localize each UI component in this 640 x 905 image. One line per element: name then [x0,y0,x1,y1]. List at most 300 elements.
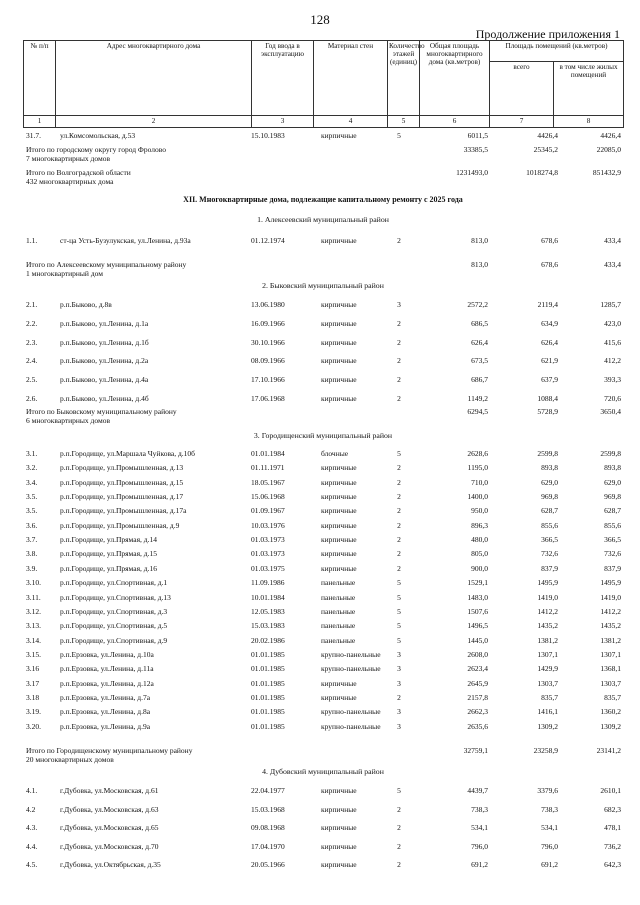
total-living: 851432,9 [592,168,621,177]
row-year: 17.06.1968 [251,394,285,403]
row-wall: кирпичные [321,841,357,851]
total-all: 5728,9 [537,407,558,416]
row-address: г.Дубовка, ул.Московская, д.65 [60,823,159,833]
row-area: 1507,6 [467,606,488,616]
row-all: 678,6 [541,236,558,245]
row-all: 835,7 [541,692,558,702]
row-area: 686,7 [471,375,488,385]
row-num: 4.2 [26,804,36,814]
row-address: р.п.Ерзовка, ул.Ленина, д.7а [60,692,151,702]
row-num: 3.9. [26,563,38,573]
row-wall: панельные [321,592,356,602]
row-area: 2635,6 [467,721,488,731]
row-address: р.п.Ерзовка, ул.Ленина, д.12а [60,678,154,688]
row-living: 393,3 [604,375,621,385]
row-address: р.п.Быково, ул.Ленина, д.1б [60,337,149,347]
row-floors: 2 [397,506,401,516]
row-all: 1381,2 [537,635,558,645]
row-year: 17.10.1966 [251,375,285,385]
row-num: 3.1. [26,449,38,458]
row-area: 2645,9 [467,678,488,688]
row-area: 805,0 [471,549,488,559]
total-area: 33385,5 [463,145,488,154]
row-all: 634,9 [541,318,558,328]
row-all: 1435,2 [537,621,558,631]
row-living: 1419,0 [600,592,621,602]
section-title: XII. Многоквартирные дома, подлежащие капитальному ремонту с 2025 года [183,195,463,204]
row-living: 1368,1 [600,664,621,674]
row-num: 3.12. [26,606,41,616]
row-area: 1400,0 [467,492,488,502]
row-all: 629,0 [541,477,558,487]
continuation-label: Продолжение приложения 1 [475,27,620,41]
row-address: р.п.Городище, ул.Промышленная, д.17 [60,492,184,502]
row-living: 682,3 [604,804,621,814]
row-area: 673,5 [471,356,488,366]
row-floors: 5 [397,606,401,616]
row-address: р.п.Быково, ул.Ленина, д.2а [60,356,149,366]
row-area: 2157,8 [467,692,488,702]
row-all: 691,2 [541,860,558,870]
row-wall: кирпичные [321,823,357,833]
header-floors: Количество этажей (единиц) [388,41,420,116]
row-all: 796,0 [541,841,558,851]
total-all: 25345,2 [533,145,558,154]
row-wall: кирпичные [321,563,357,573]
row-wall: кирпичные [321,477,357,487]
row-address: ст-ца Усть-Бузулукская, ул.Ленина, д.93а [60,236,191,245]
row-living: 736,2 [604,841,621,851]
row-all: 893,8 [541,463,558,473]
row-floors: 2 [397,804,401,814]
col-number: 4 [314,116,388,128]
row-address: р.п.Городище, ул.Спортивная, д.3 [60,606,168,616]
row-all: 3379,6 [537,786,558,795]
total-frolovo-count: 7 многоквартирных домов [26,154,111,163]
row-address: р.п.Ерзовка, ул.Ленина, д.8а [60,707,151,717]
row-address: р.п.Быково, ул.Ленина, д.4а [60,375,149,385]
row-address: р.п.Ерзовка, ул.Ленина, д.11а [60,664,154,674]
row-wall: кирпичные [321,506,357,516]
row-wall: кирпичные [321,356,357,366]
row-area: 950,0 [471,506,488,516]
district-total-label: Итого по Городищенскому муниципальному району [26,746,193,755]
row-year: 15.06.1968 [251,492,285,502]
row-all: 1416,1 [537,707,558,717]
col-number: 1 [24,116,56,128]
row-address: р.п.Городище, ул.Спортивная, д.9 [60,635,168,645]
district-title: 2. Быковский муниципальный район [262,281,384,290]
row-living: 969,8 [604,492,621,502]
row-area: 2628,6 [467,449,488,458]
row-num: 2.2. [26,318,38,328]
row-wall: кирпичные [321,692,357,702]
header-premises: Площадь помещений (кв.метров) [490,41,624,62]
row-living: 2610,1 [600,786,621,795]
col-number: 8 [554,116,624,128]
district-total-count: 1 многоквартирный дом [26,269,103,278]
row-address: г.Дубовка, ул.Московская, д.70 [60,841,159,851]
row-year: 13.06.1980 [251,300,285,309]
total-all: 23258,9 [533,746,558,755]
row-year: 01.03.1973 [251,535,285,545]
row-address: г.Дубовка, ул.Октябрьская, д.35 [60,860,161,870]
row-wall: кирпичные [321,131,357,140]
district-total-count: 20 многоквартирных домов [26,755,114,764]
row-living: 732,6 [604,549,621,559]
row-area: 691,2 [471,860,488,870]
row-all: 969,8 [541,492,558,502]
total-living: 23141,2 [596,746,621,755]
page-number: 128 [310,12,330,27]
row-wall: кирпичные [321,394,357,403]
row-wall: кирпичные [321,375,357,385]
row-living: 366,5 [604,535,621,545]
row-living: 1495,9 [600,578,621,588]
row-area: 1496,5 [467,621,488,631]
row-area: 534,1 [471,823,488,833]
row-year: 10.03.1976 [251,520,285,530]
row-living: 855,6 [604,520,621,530]
row-num: 3.5. [26,506,38,516]
header-total-area: Общая площадь многоквартирного дома (кв.метров) [420,41,490,116]
row-wall: панельные [321,635,356,645]
row-address: р.п.Городище, ул.Промышленная, д.9 [60,520,180,530]
row-year: 15.03.1983 [251,621,285,631]
col-number: 7 [490,116,554,128]
total-all: 678,6 [541,260,558,269]
row-wall: крупно-панельные [321,707,381,717]
row-year: 20.05.1966 [251,860,285,870]
row-num: 3.17 [26,678,40,688]
row-area: 896,3 [471,520,488,530]
row-year: 16.09.1966 [251,318,285,328]
row-area: 480,0 [471,535,488,545]
row-floors: 3 [397,707,401,717]
row-living: 1309,2 [600,721,621,731]
row-floors: 5 [397,635,401,645]
row-area: 900,0 [471,563,488,573]
header-num: № п/п [24,41,56,116]
row-address: р.п.Городище, ул.Спортивная, д.13 [60,592,171,602]
row-floors: 5 [397,449,401,458]
row-floors: 2 [397,477,401,487]
row-year: 01.03.1975 [251,563,285,573]
row-all: 837,9 [541,563,558,573]
row-wall: кирпичные [321,318,357,328]
row-living: 433,4 [604,236,621,245]
row-area: 1529,1 [467,578,488,588]
row-wall: блочные [321,449,349,458]
row-all: 1309,2 [537,721,558,731]
row-living: 478,1 [604,823,621,833]
header-all: всего [490,62,554,116]
row-area: 1445,0 [467,635,488,645]
row-wall: кирпичные [321,549,357,559]
row-year: 15.03.1968 [251,804,285,814]
row-year: 12.05.1983 [251,606,285,616]
total-region-count: 432 многоквартирных дома [26,177,114,186]
row-address: р.п.Городище, ул.Прямая, д.15 [60,549,157,559]
total-area: 813,0 [471,260,488,269]
col-number: 5 [388,116,420,128]
row-year: 22.04.1977 [251,786,285,795]
row-num: 2.4. [26,356,38,366]
row-area: 1195,0 [467,463,488,473]
col-number: 6 [420,116,490,128]
row-address: р.п.Городище, ул.Промышленная, д.15 [60,477,184,487]
row-all: 1307,1 [537,649,558,659]
row-floors: 5 [397,578,401,588]
row-year: 09.08.1968 [251,823,285,833]
total-frolovo-label: Итого по городскому округу город Фролово [26,145,166,154]
row-num: 3.15. [26,649,41,659]
row-living: 4426,4 [600,131,621,140]
row-num: 4.5. [26,860,38,870]
row-area: 796,0 [471,841,488,851]
row-living: 1285,7 [600,300,621,309]
row-num: 3.8. [26,549,38,559]
row-year: 01.01.1985 [251,721,285,731]
row-living: 720,6 [604,394,621,403]
row-wall: крупно-панельные [321,649,381,659]
row-address: р.п.Городище, ул.Спортивная, д.1 [60,578,168,588]
row-address: р.п.Городище, ул.Прямая, д.16 [60,563,157,573]
row-area: 626,4 [471,337,488,347]
row-address: р.п.Городище, ул.Маршала Чуйкова, д.10б [60,449,195,458]
row-floors: 2 [397,563,401,573]
row-living: 1360,2 [600,707,621,717]
row-year: 01.01.1984 [251,449,285,458]
row-num: 3.11. [26,592,41,602]
row-living: 2599,8 [600,449,621,458]
row-num: 2.1. [26,300,38,309]
row-area: 2662,3 [467,707,488,717]
row-address: р.п.Ерзовка, ул.Ленина, д.9а [60,721,151,731]
row-all: 1303,7 [537,678,558,688]
header-residential: в том числе жилых помещений [554,62,624,116]
row-floors: 3 [397,649,401,659]
header-numbers-row [24,116,624,128]
row-num: 3.4. [26,477,38,487]
row-wall: кирпичные [321,236,357,245]
row-wall: панельные [321,621,356,631]
row-address: р.п.Городище, ул.Спортивная, д.5 [60,621,168,631]
row-all: 1419,0 [537,592,558,602]
row-floors: 2 [397,535,401,545]
row-wall: кирпичные [321,535,357,545]
row-all: 1429,9 [537,664,558,674]
row-living: 642,3 [604,860,621,870]
row-floors: 5 [397,131,401,140]
row-num: 3.19. [26,707,41,717]
row-wall: кирпичные [321,492,357,502]
row-floors: 5 [397,621,401,631]
row-address: ул.Комсомольская, д.53 [60,131,136,140]
row-year: 01.12.1974 [251,236,285,245]
row-address: р.п.Быково, ул.Ленина, д.1а [60,318,149,328]
row-floors: 2 [397,356,401,366]
row-wall: кирпичные [321,678,357,688]
col-number: 3 [252,116,314,128]
row-num: 3.5. [26,492,38,502]
district-title: 4. Дубовский муниципальный район [262,767,384,776]
row-all: 621,9 [541,356,558,366]
col-number: 2 [56,116,252,128]
row-floors: 3 [397,721,401,731]
district-total-label: Итого по Быковскому муниципальному району [26,407,177,416]
row-all: 1088,4 [537,394,558,403]
row-area: 2572,2 [467,300,488,309]
header-address: Адрес многоквартирного дома [56,41,252,116]
district-total-label: Итого по Алексеевскому муниципальному району [26,260,187,269]
row-wall: кирпичные [321,300,357,309]
row-floors: 2 [397,492,401,502]
total-all: 1018274,8 [526,168,558,177]
row-year: 30.10.1966 [251,337,285,347]
total-living: 22085,0 [596,145,621,154]
row-year: 01.03.1973 [251,549,285,559]
row-address: г.Дубовка, ул.Московская, д.63 [60,804,159,814]
row-address: р.п.Быково, ул.Ленина, д.4б [60,394,149,403]
row-wall: крупно-панельные [321,664,381,674]
row-year: 01.01.1985 [251,664,285,674]
row-year: 01.09.1967 [251,506,285,516]
row-address: р.п.Быково, д.8в [60,300,112,309]
row-all: 2599,8 [537,449,558,458]
row-area: 686,5 [471,318,488,328]
row-floors: 5 [397,592,401,602]
row-address: р.п.Городище, ул.Промышленная, д.17а [60,506,187,516]
row-living: 1303,7 [600,678,621,688]
row-wall: кирпичные [321,463,357,473]
row-all: 534,1 [541,823,558,833]
row-num: 3.7. [26,535,38,545]
row-area: 738,3 [471,804,488,814]
row-area: 813,0 [471,236,488,245]
row-all: 1495,9 [537,578,558,588]
row-year: 11.09.1986 [251,578,285,588]
total-area: 32759,1 [463,746,488,755]
row-all: 1412,2 [537,606,558,616]
row-floors: 2 [397,463,401,473]
row-floors: 2 [397,549,401,559]
row-address: г.Дубовка, ул.Московская, д.61 [60,786,159,795]
row-num: 3.14. [26,635,41,645]
row-wall: кирпичные [321,337,357,347]
row-area: 6011,5 [467,131,488,140]
row-floors: 2 [397,520,401,530]
row-living: 1435,2 [600,621,621,631]
row-all: 626,4 [541,337,558,347]
row-all: 637,9 [541,375,558,385]
row-year: 01.01.1985 [251,649,285,659]
row-all: 855,6 [541,520,558,530]
row-num: 2.5. [26,375,38,385]
row-floors: 2 [397,337,401,347]
row-year: 15.10.1983 [251,131,285,140]
row-year: 17.04.1970 [251,841,285,851]
row-floors: 2 [397,692,401,702]
row-all: 738,3 [541,804,558,814]
row-floors: 2 [397,860,401,870]
row-wall: кирпичные [321,860,357,870]
row-living: 628,7 [604,506,621,516]
total-area: 6294,5 [467,407,488,416]
total-living: 433,4 [604,260,621,269]
row-year: 10.01.1984 [251,592,285,602]
header-year: Год ввода в эксплуатацию [252,41,314,116]
row-all: 366,5 [541,535,558,545]
row-floors: 3 [397,678,401,688]
row-area: 710,0 [471,477,488,487]
district-title: 1. Алексеевский муниципальный район [257,215,389,224]
row-all: 628,7 [541,506,558,516]
row-living: 1412,2 [600,606,621,616]
row-area: 1149,2 [467,394,488,403]
row-address: р.п.Городище, ул.Промышленная, д.13 [60,463,184,473]
row-all: 732,6 [541,549,558,559]
district-title: 3. Городищенский муниципальный район [253,431,393,440]
row-living: 835,7 [604,692,621,702]
row-wall: кирпичные [321,786,357,795]
row-living: 415,6 [604,337,621,347]
row-address: р.п.Ерзовка, ул.Ленина, д.10а [60,649,154,659]
row-area: 1483,0 [467,592,488,602]
row-year: 01.01.1985 [251,707,285,717]
row-living: 1381,2 [600,635,621,645]
row-num: 4.3. [26,823,38,833]
row-num: 4.4. [26,841,38,851]
row-year: 01.11.1971 [251,463,285,473]
row-living: 837,9 [604,563,621,573]
row-num: 3.16 [26,664,40,674]
row-num: 3.2. [26,463,38,473]
row-floors: 2 [397,375,401,385]
row-year: 18.05.1967 [251,477,285,487]
row-floors: 2 [397,236,401,245]
row-year: 01.01.1985 [251,678,285,688]
total-area: 1231493,0 [456,168,488,177]
row-area: 4439,7 [467,786,488,795]
row-all: 4426,4 [537,131,558,140]
row-living: 893,8 [604,463,621,473]
row-num: 1.1. [26,236,38,245]
row-num: 4.1. [26,786,38,795]
row-num: 3.18 [26,692,40,702]
row-area: 2623,4 [467,664,488,674]
row-floors: 3 [397,664,401,674]
row-wall: панельные [321,578,356,588]
total-living: 3650,4 [600,407,621,416]
row-year: 20.02.1986 [251,635,285,645]
row-num: 2.3. [26,337,38,347]
row-address: р.п.Городище, ул.Прямая, д.14 [60,535,157,545]
row-num: 31.7. [26,131,41,140]
row-num: 3.6. [26,520,38,530]
row-living: 629,0 [604,477,621,487]
row-floors: 2 [397,394,401,403]
row-area: 2608,0 [467,649,488,659]
row-living: 1307,1 [600,649,621,659]
row-year: 08.09.1966 [251,356,285,366]
total-region-label: Итого по Волгоградской области [26,168,131,177]
row-wall: кирпичные [321,804,357,814]
row-num: 2.6. [26,394,38,403]
district-total-count: 6 многоквартирных домов [26,416,111,425]
row-num: 3.13. [26,621,41,631]
table-header [23,40,624,128]
